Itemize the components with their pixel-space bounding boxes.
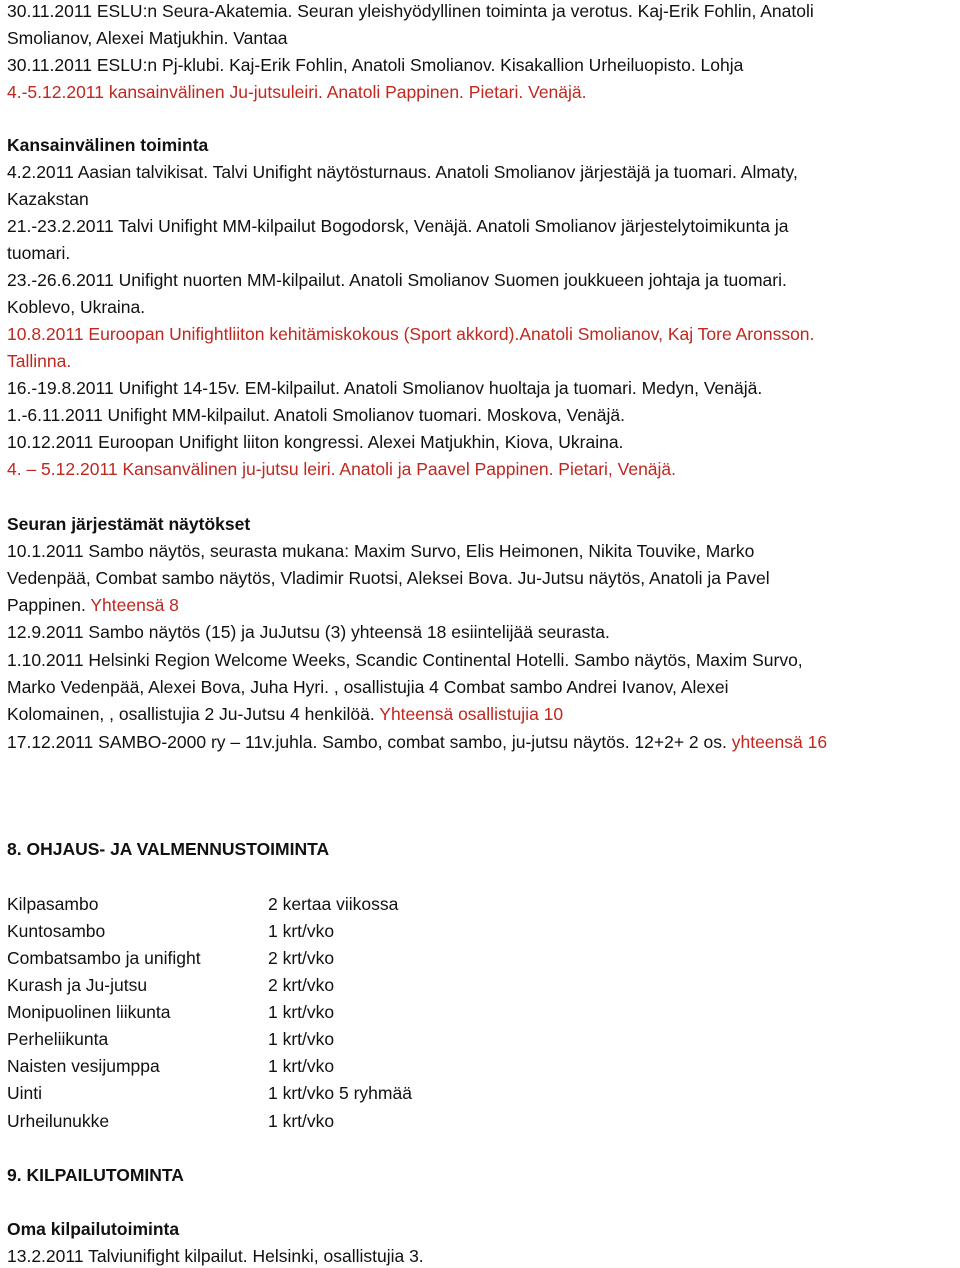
- schedule-freq: 1 krt/vko: [268, 1029, 335, 1049]
- text-line: 1.10.2011 Helsinki Region Welcome Weeks, Scandic Continental Hotelli. Sambo näytös, Maxim Survo,: [7, 650, 803, 670]
- text-line: Vedenpää, Combat sambo näytös, Vladimir Ruotsi, Aleksei Bova. Ju-Jutsu näytös, Anatoli ja Pavel: [7, 568, 770, 588]
- text-line: [7, 594, 179, 616]
- text-line: 10.12.2011 Euroopan Unifight liiton kongressi. Alexei Matjukhin, Kiova, Ukraina.: [7, 432, 624, 452]
- text-line: [7, 731, 827, 753]
- section-heading: Kansainvälinen toiminta: [7, 135, 209, 155]
- schedule-name: Monipuolinen liikunta: [7, 1002, 171, 1022]
- subsection-heading: Oma kilpailutoiminta: [7, 1219, 180, 1239]
- text-line: Smolianov, Alexei Matjukhin. Vantaa: [7, 28, 288, 48]
- total-highlight: Yhteensä osallistujia 10: [379, 704, 564, 724]
- text-line: 10.8.2011 Euroopan Unifightliiton kehitämiskokous (Sport akkord).Anatoli Smolianov, Kaj Tore Aronsson.: [7, 324, 815, 344]
- text-line: 4. – 5.12.2011 Kansanvälinen ju-jutsu leiri. Anatoli ja Paavel Pappinen. Pietari, Venäjä.: [7, 459, 677, 479]
- text-line: 30.11.2011 ESLU:n Seura-Akatemia. Seuran yleishyödyllinen toiminta ja verotus. Kaj-Erik Fohlin, Anatoli: [7, 1, 814, 21]
- text-line: 30.11.2011 ESLU:n Pj-klubi. Kaj-Erik Fohlin, Anatoli Smolianov. Kisakallion Urheiluopisto. Lohja: [7, 55, 744, 75]
- schedule-freq: 1 krt/vko: [268, 1056, 335, 1076]
- text-line: 13.2.2011 Talviunifight kilpailut. Helsinki, osallistujia 3.: [7, 1246, 424, 1266]
- text-line: 21.-23.2.2011 Talvi Unifight MM-kilpailut Bogodorsk, Venäjä. Anatoli Smolianov järjestelytoimikunta ja: [7, 216, 789, 236]
- schedule-freq: 1 krt/vko: [268, 921, 335, 941]
- text-part: Pappinen.: [7, 595, 91, 615]
- schedule-freq: 2 krt/vko: [268, 975, 335, 995]
- text-line: 16.-19.8.2011 Unifight 14-15v. EM-kilpailut. Anatoli Smolianov huoltaja ja tuomari. Medyn, Venäjä.: [7, 378, 763, 398]
- section-heading: 8. OHJAUS- JA VALMENNUSTOIMINTA: [7, 839, 330, 859]
- text-line: 10.1.2011 Sambo näytös, seurasta mukana: Maxim Survo, Elis Heimonen, Nikita Touvike, Marko: [7, 541, 755, 561]
- text-line: Tallinna.: [7, 351, 72, 371]
- schedule-name: Kuntosambo: [7, 921, 106, 941]
- text-part: 17.12.2011 SAMBO-2000 ry – 11v.juhla. Sambo, combat sambo, ju-jutsu näytös. 12+2+ 2 os.: [7, 732, 732, 752]
- schedule-name: Combatsambo ja unifight: [7, 948, 201, 968]
- schedule-name: Uinti: [7, 1083, 43, 1103]
- text-line: Koblevo, Ukraina.: [7, 297, 146, 317]
- section-heading: Seuran järjestämät näytökset: [7, 514, 251, 534]
- total-highlight: Yhteensä 8: [90, 595, 179, 615]
- schedule-name: Perheliikunta: [7, 1029, 109, 1049]
- text-part: Kolomainen, , osallistujia 2 Ju-Jutsu 4 henkilöä.: [7, 704, 380, 724]
- schedule-freq: 1 krt/vko: [268, 1002, 335, 1022]
- schedule-name: Kurash ja Ju-jutsu: [7, 975, 148, 995]
- text-line: tuomari.: [7, 243, 71, 263]
- text-line: Kazakstan: [7, 189, 89, 209]
- schedule-name: Naisten vesijumppa: [7, 1056, 160, 1076]
- text-line: 4.2.2011 Aasian talvikisat. Talvi Unifight näytösturnaus. Anatoli Smolianov järjestäjä ja tuomari. Almaty,: [7, 162, 798, 182]
- schedule-freq: 2 krt/vko: [268, 948, 335, 968]
- text-line: 23.-26.6.2011 Unifight nuorten MM-kilpailut. Anatoli Smolianov Suomen joukkueen johtaja ja tuomari.: [7, 270, 787, 290]
- schedule-name: Urheilunukke: [7, 1111, 110, 1131]
- text-line: Marko Vedenpää, Alexei Bova, Juha Hyri. , osallistujia 4 Combat sambo Andrei Ivanov, Alexei: [7, 677, 729, 697]
- schedule-freq: 1 krt/vko 5 ryhmää: [268, 1083, 412, 1103]
- section-heading: 9. KILPAILUTOMINTA: [7, 1165, 184, 1185]
- text-line: 4.-5.12.2011 kansainvälinen Ju-jutsuleiri. Anatoli Pappinen. Pietari. Venäjä.: [7, 82, 587, 102]
- text-line: 1.-6.11.2011 Unifight MM-kilpailut. Anatoli Smolianov tuomari. Moskova, Venäjä.: [7, 405, 625, 425]
- text-line: [7, 703, 563, 725]
- total-highlight: yhteensä 16: [731, 732, 828, 752]
- schedule-freq: 2 kertaa viikossa: [268, 894, 399, 914]
- schedule-freq: 1 krt/vko: [268, 1111, 335, 1131]
- schedule-name: Kilpasambo: [7, 894, 99, 914]
- text-line: 12.9.2011 Sambo näytös (15) ja JuJutsu (3) yhteensä 18 esiintelijää seurasta.: [7, 622, 610, 642]
